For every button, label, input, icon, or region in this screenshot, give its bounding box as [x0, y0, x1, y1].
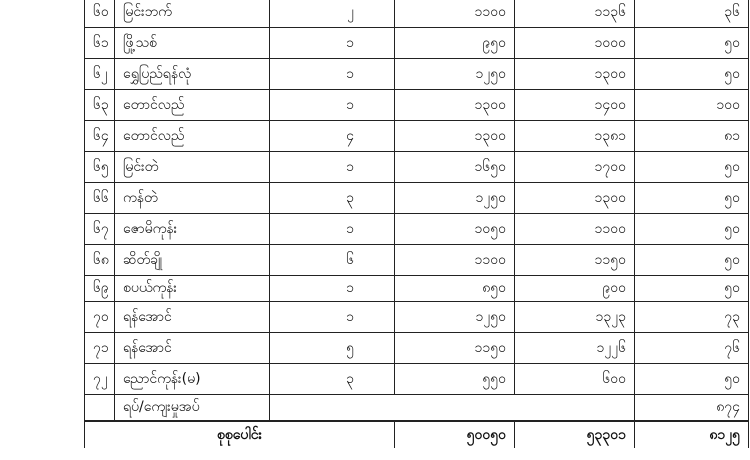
- row-number: ၆၇: [85, 214, 115, 245]
- value-b-cell: ၁၃၈၁: [515, 121, 635, 152]
- value-a-cell: ၁၀၅၀: [395, 214, 515, 245]
- total-c: ၈၁၂၅: [635, 421, 749, 448]
- table-row: [85, 245, 749, 276]
- row-number: ၆၉: [85, 276, 115, 302]
- village-name: စပယ်ကုန်း: [115, 276, 270, 302]
- table-row: [85, 364, 749, 395]
- total-row: [85, 421, 749, 448]
- table-row: [85, 121, 749, 152]
- row-number: ၆၁: [85, 28, 115, 59]
- table-row: [85, 28, 749, 59]
- value-c-cell: ၇၆: [635, 333, 749, 364]
- village-name: ရွှေပြည်ရန်လုံ: [115, 59, 270, 90]
- quantity-cell: ၁: [270, 276, 395, 302]
- row-number: ၆၀: [85, 0, 115, 28]
- quantity-cell: ၁: [270, 302, 395, 333]
- note-value: ၈၇၄: [635, 395, 749, 422]
- note-row: [85, 395, 749, 422]
- quantity-cell: ၁: [270, 59, 395, 90]
- table-row: [85, 302, 749, 333]
- value-c-cell: ၅၀: [635, 276, 749, 302]
- row-number: ၆၂: [85, 59, 115, 90]
- village-name: ညောင်ကုန်း(မ): [115, 364, 270, 395]
- value-b-cell: ၁၇၀၀: [515, 152, 635, 183]
- note-label: ရပ်/ကျေးမှုအပ်: [115, 395, 270, 422]
- table-body: [85, 0, 749, 448]
- value-b-cell: ၁၃၂၃: [515, 302, 635, 333]
- value-c-cell: ၁၀၀: [635, 90, 749, 121]
- value-c-cell: ၈၁: [635, 121, 749, 152]
- quantity-cell: ၁: [270, 152, 395, 183]
- quantity-cell: ၁: [270, 214, 395, 245]
- quantity-cell: ၃: [270, 364, 395, 395]
- value-b-cell: ၁၂၂၆: [515, 333, 635, 364]
- quantity-cell: ၃: [270, 183, 395, 214]
- quantity-cell: ၁: [270, 90, 395, 121]
- value-a-cell: ၁၂၅၀: [395, 183, 515, 214]
- value-c-cell: ၅၀: [635, 59, 749, 90]
- value-c-cell: ၇၃: [635, 302, 749, 333]
- value-b-cell: ၁၁၅၀: [515, 245, 635, 276]
- value-b-cell: ၁၃၀၀: [515, 183, 635, 214]
- village-name: ဆိတ်ချို: [115, 245, 270, 276]
- row-number: ၆၆: [85, 183, 115, 214]
- village-name: မြင်းတဲ: [115, 152, 270, 183]
- village-name: မြင်းဘက်: [115, 0, 270, 28]
- quantity-cell: ၄: [270, 121, 395, 152]
- value-b-cell: ၁၃၀၀: [515, 59, 635, 90]
- value-c-cell: ၅၀: [635, 183, 749, 214]
- total-b: ၅၃၃၀၁: [515, 421, 635, 448]
- value-a-cell: ၈၅၀: [395, 276, 515, 302]
- village-name: ဇောမိကုန်း: [115, 214, 270, 245]
- row-number: ၇၁: [85, 333, 115, 364]
- table-row: [85, 90, 749, 121]
- row-number: ၇၀: [85, 302, 115, 333]
- value-b-cell: ၉၀၀: [515, 276, 635, 302]
- value-c-cell: ၅၀: [635, 214, 749, 245]
- table-row: [85, 276, 749, 302]
- value-a-cell: ၉၅၀: [395, 28, 515, 59]
- value-b-cell: ၁၀၀၀: [515, 28, 635, 59]
- village-name: ဖြို့သစ်: [115, 28, 270, 59]
- value-a-cell: ၁၆၅၀: [395, 152, 515, 183]
- summary-table: [84, 0, 749, 448]
- value-b-cell: ၁၄၀၀: [515, 90, 635, 121]
- table-row: [85, 333, 749, 364]
- value-a-cell: ၁၃၀၀: [395, 121, 515, 152]
- table-row: [85, 214, 749, 245]
- row-number: ၆၅: [85, 152, 115, 183]
- note-empty-cell: [85, 395, 115, 422]
- value-c-cell: ၅၀: [635, 152, 749, 183]
- value-a-cell: ၁၁၀၀: [395, 0, 515, 28]
- total-label: စုစုပေါင်း: [85, 421, 395, 448]
- row-number: ၇၂: [85, 364, 115, 395]
- value-c-cell: ၅၀: [635, 364, 749, 395]
- value-a-cell: ၁၃၀၀: [395, 90, 515, 121]
- table-row: [85, 152, 749, 183]
- village-name: တောင်လည်: [115, 121, 270, 152]
- quantity-cell: ၆: [270, 245, 395, 276]
- value-b-cell: ၁၁၀၀: [515, 214, 635, 245]
- value-c-cell: ၃၆: [635, 0, 749, 28]
- total-a: ၅၀၀၅၀: [395, 421, 515, 448]
- value-b-cell: ၆၀၀: [515, 364, 635, 395]
- village-name: ရန်အောင်: [115, 302, 270, 333]
- table-row: [85, 183, 749, 214]
- value-b-cell: ၁၁၃၆: [515, 0, 635, 28]
- quantity-cell: ၂: [270, 0, 395, 28]
- quantity-cell: ၁: [270, 28, 395, 59]
- value-a-cell: ၁၁၀၀: [395, 245, 515, 276]
- value-a-cell: ၁၂၅၀: [395, 302, 515, 333]
- value-a-cell: ၁၂၅၀: [395, 59, 515, 90]
- note-empty-span: [270, 395, 635, 422]
- village-name: ရန်အောင်: [115, 333, 270, 364]
- row-number: ၆၃: [85, 90, 115, 121]
- row-number: ၆၄: [85, 121, 115, 152]
- value-a-cell: ၁၁၅၀: [395, 333, 515, 364]
- village-name: တောင်လည်: [115, 90, 270, 121]
- village-name: ကန်တဲ: [115, 183, 270, 214]
- row-number: ၆၈: [85, 245, 115, 276]
- quantity-cell: ၅: [270, 333, 395, 364]
- table-row: [85, 0, 749, 28]
- value-c-cell: ၅၀: [635, 28, 749, 59]
- value-a-cell: ၅၅၀: [395, 364, 515, 395]
- table-row: [85, 59, 749, 90]
- value-c-cell: ၅၀: [635, 245, 749, 276]
